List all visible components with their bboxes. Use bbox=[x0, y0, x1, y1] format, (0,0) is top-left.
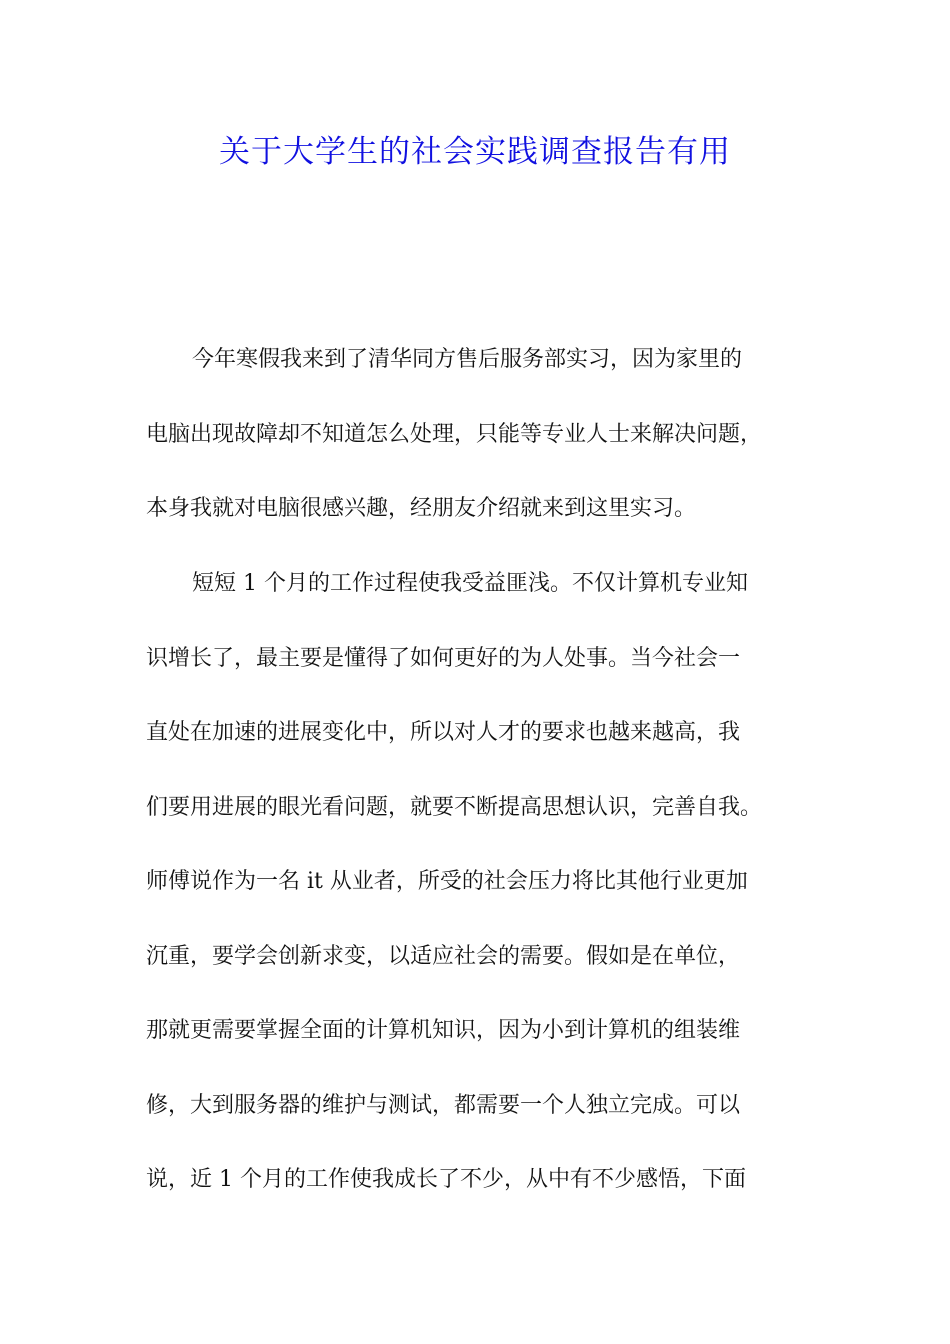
document-title: 关于大学生的社会实践调查报告有用 bbox=[219, 134, 731, 170]
paragraph-line: 电脑出现故障却不知道怎么处理，只能等专业人士来解决问题， bbox=[146, 422, 763, 447]
paragraph-line: 沉重，要学会创新求变，以适应社会的需要。假如是在单位， bbox=[146, 944, 741, 969]
paragraph-line: 师傅说作为一名 it 从业者，所受的社会压力将比其他行业更加 bbox=[146, 869, 748, 894]
paragraph-line: 直处在加速的进展变化中，所以对人才的要求也越来越高，我 bbox=[146, 720, 741, 745]
paragraph-line: 今年寒假我来到了清华同方售后服务部实习，因为家里的 bbox=[192, 347, 743, 372]
paragraph-line: 短短 1 个月的工作过程使我受益匪浅。不仅计算机专业知 bbox=[192, 571, 748, 596]
paragraph-line: 说，近 1 个月的工作使我成长了不少，从中有不少感悟，下面 bbox=[146, 1167, 746, 1192]
paragraph-line: 那就更需要掌握全面的计算机知识，因为小到计算机的组装维 bbox=[146, 1018, 741, 1043]
paragraph-line: 本身我就对电脑很感兴趣，经朋友介绍就来到这里实习。 bbox=[146, 496, 697, 521]
paragraph-line: 们要用进展的眼光看问题，就要不断提高思想认识，完善自我。 bbox=[146, 795, 763, 820]
paragraph-line: 修，大到服务器的维护与测试，都需要一个人独立完成。可以 bbox=[146, 1093, 741, 1118]
paragraph-line: 识增长了，最主要是懂得了如何更好的为人处事。当今社会一 bbox=[146, 646, 741, 671]
